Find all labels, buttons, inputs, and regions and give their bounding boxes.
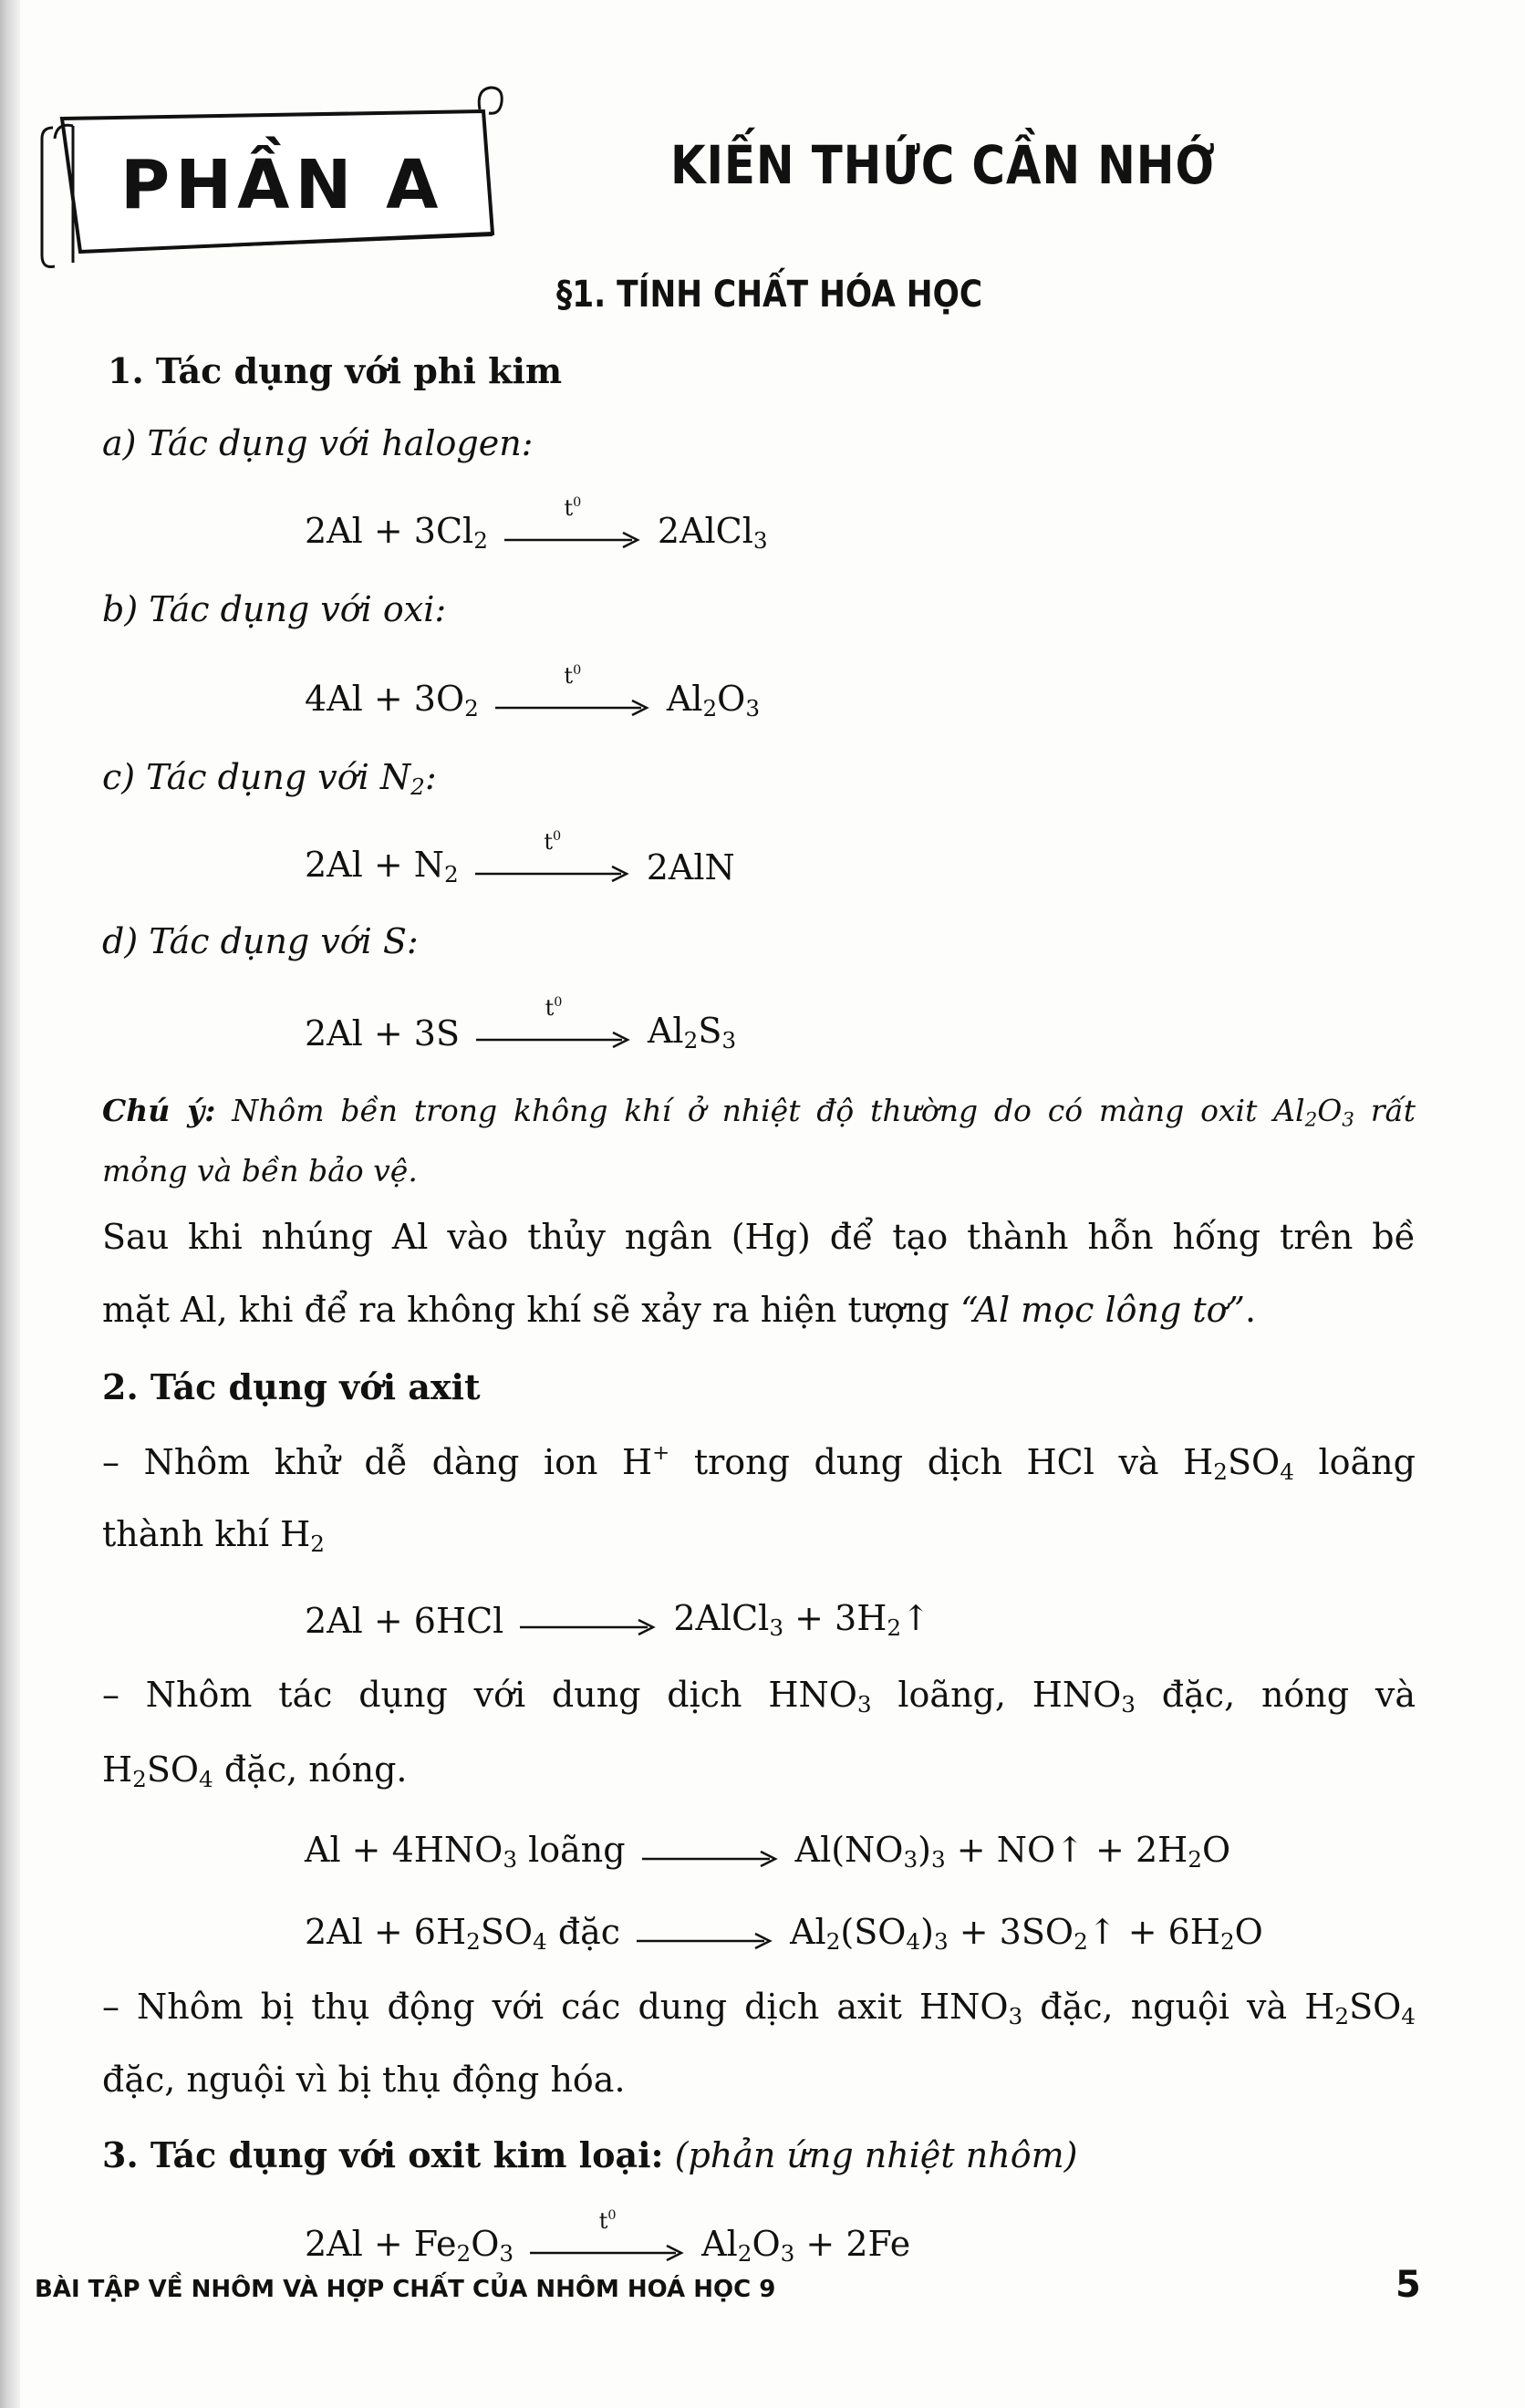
equation-al-n2: $2Al + N_2$ $t^0$ 2AlN (305, 829, 735, 888)
equation-al-hcl: 2Al + 6HCl 2AlCl$_3$ + $3H_2↑$ (305, 1598, 930, 1642)
equation-al-h2so4: $2Al + 6H_2SO_4$ đặc $Al_2(SO_4)_3$ + $3SO_2↑ + 6H_2O$ (305, 1912, 1263, 1956)
note-line-2: mỏng và bền bảo vệ. (102, 1153, 418, 1188)
label-sulfur: d) Tác dụng với S: (102, 921, 419, 961)
acid-para-1-line-2: thành khí $H_2$ (102, 1514, 326, 1558)
reaction-arrow-icon (475, 860, 630, 887)
heading-nonmetals: 1. Tác dụng với phi kim (108, 350, 563, 391)
label-oxygen: b) Tác dụng với oxi: (102, 589, 447, 629)
note-line-1: Chú ý: Nhôm bền trong không khí ở nhiệt độ thường do có màng oxit $Al_2O_3$ rất (102, 1093, 1416, 1132)
label-halogen: a) Tác dụng với halogen: (102, 423, 534, 463)
reaction-arrow-icon (642, 1845, 779, 1873)
reaction-arrow-icon (495, 694, 650, 721)
part-label: PHẦN A (120, 146, 444, 224)
acid-para-2-line-1: – Nhôm tác dụng với dung dịch $HNO_3$ loãng, $HNO_3$ đặc, nóng và (102, 1675, 1416, 1718)
section-title: §1. TÍNH CHẤT HÓA HỌC (556, 274, 983, 316)
equation-al-hno3: $Al + 4HNO_3$ loãng $Al(NO_3)_3$ + NO↑ + $2H_2O$ (305, 1830, 1231, 1873)
page-number: 5 (1395, 2264, 1421, 2306)
label-nitrogen: c) Tác dụng với $N_2$: (102, 757, 437, 801)
para-amalgam-line-2: mặt Al, khi để ra không khí sẽ xảy ra hiện tượng “Al mọc lông tơ”. (102, 1290, 1257, 1330)
equation-al-o2: $4Al + 3O_2$ $t^0$ $Al_2O_3$ (305, 663, 761, 722)
equation-al-s: 2Al + 3S $t^0$ $Al_2S_3$ (305, 995, 737, 1054)
reaction-arrow-icon (530, 2239, 685, 2267)
acid-para-1-line-1: – Nhôm khử dễ dàng ion H+ trong dung dịch HCl và $H_2SO_4$ loãng (102, 1441, 1416, 1486)
equation-thermite: $2Al + Fe_2O_3$ $t^0$ $Al_2O_3 + 2Fe$ (305, 2208, 911, 2268)
page-title: KIẾN THỨC CẦN NHỚ (670, 134, 1216, 196)
reaction-arrow-icon (476, 1026, 631, 1054)
acid-para-3-line-1: – Nhôm bị thụ động với các dung dịch axit $HNO_3$ đặc, nguội và $H_2SO_4$ (102, 1987, 1416, 2030)
equation-al-cl2: $2Al + 3Cl_2$ $t^0$ 2AlCl$_3$ (305, 495, 768, 555)
reaction-arrow-icon (520, 1614, 657, 1641)
page-edge-shadow (0, 0, 20, 2408)
para-amalgam-line-1: Sau khi nhúng Al vào thủy ngân (Hg) để tạo thành hỗn hống trên bề (102, 1217, 1416, 1257)
reaction-arrow-icon (504, 526, 641, 554)
heading-metal-oxides: 3. Tác dụng với oxit kim loại: (phản ứng nhiệt nhôm) (102, 2134, 1078, 2175)
heading-acids: 2. Tác dụng với axit (102, 1366, 481, 1407)
reaction-arrow-icon (637, 1927, 773, 1955)
acid-para-3-line-2: đặc, nguội vì bị thụ động hóa. (102, 2060, 626, 2100)
book-title-footer: BÀI TẬP VỀ NHÔM VÀ HỢP CHẤT CỦA NHÔM HOÁ HỌC 9 (35, 2276, 776, 2303)
acid-para-2-line-2: $H_2SO_4$ đặc, nóng. (102, 1749, 408, 1793)
